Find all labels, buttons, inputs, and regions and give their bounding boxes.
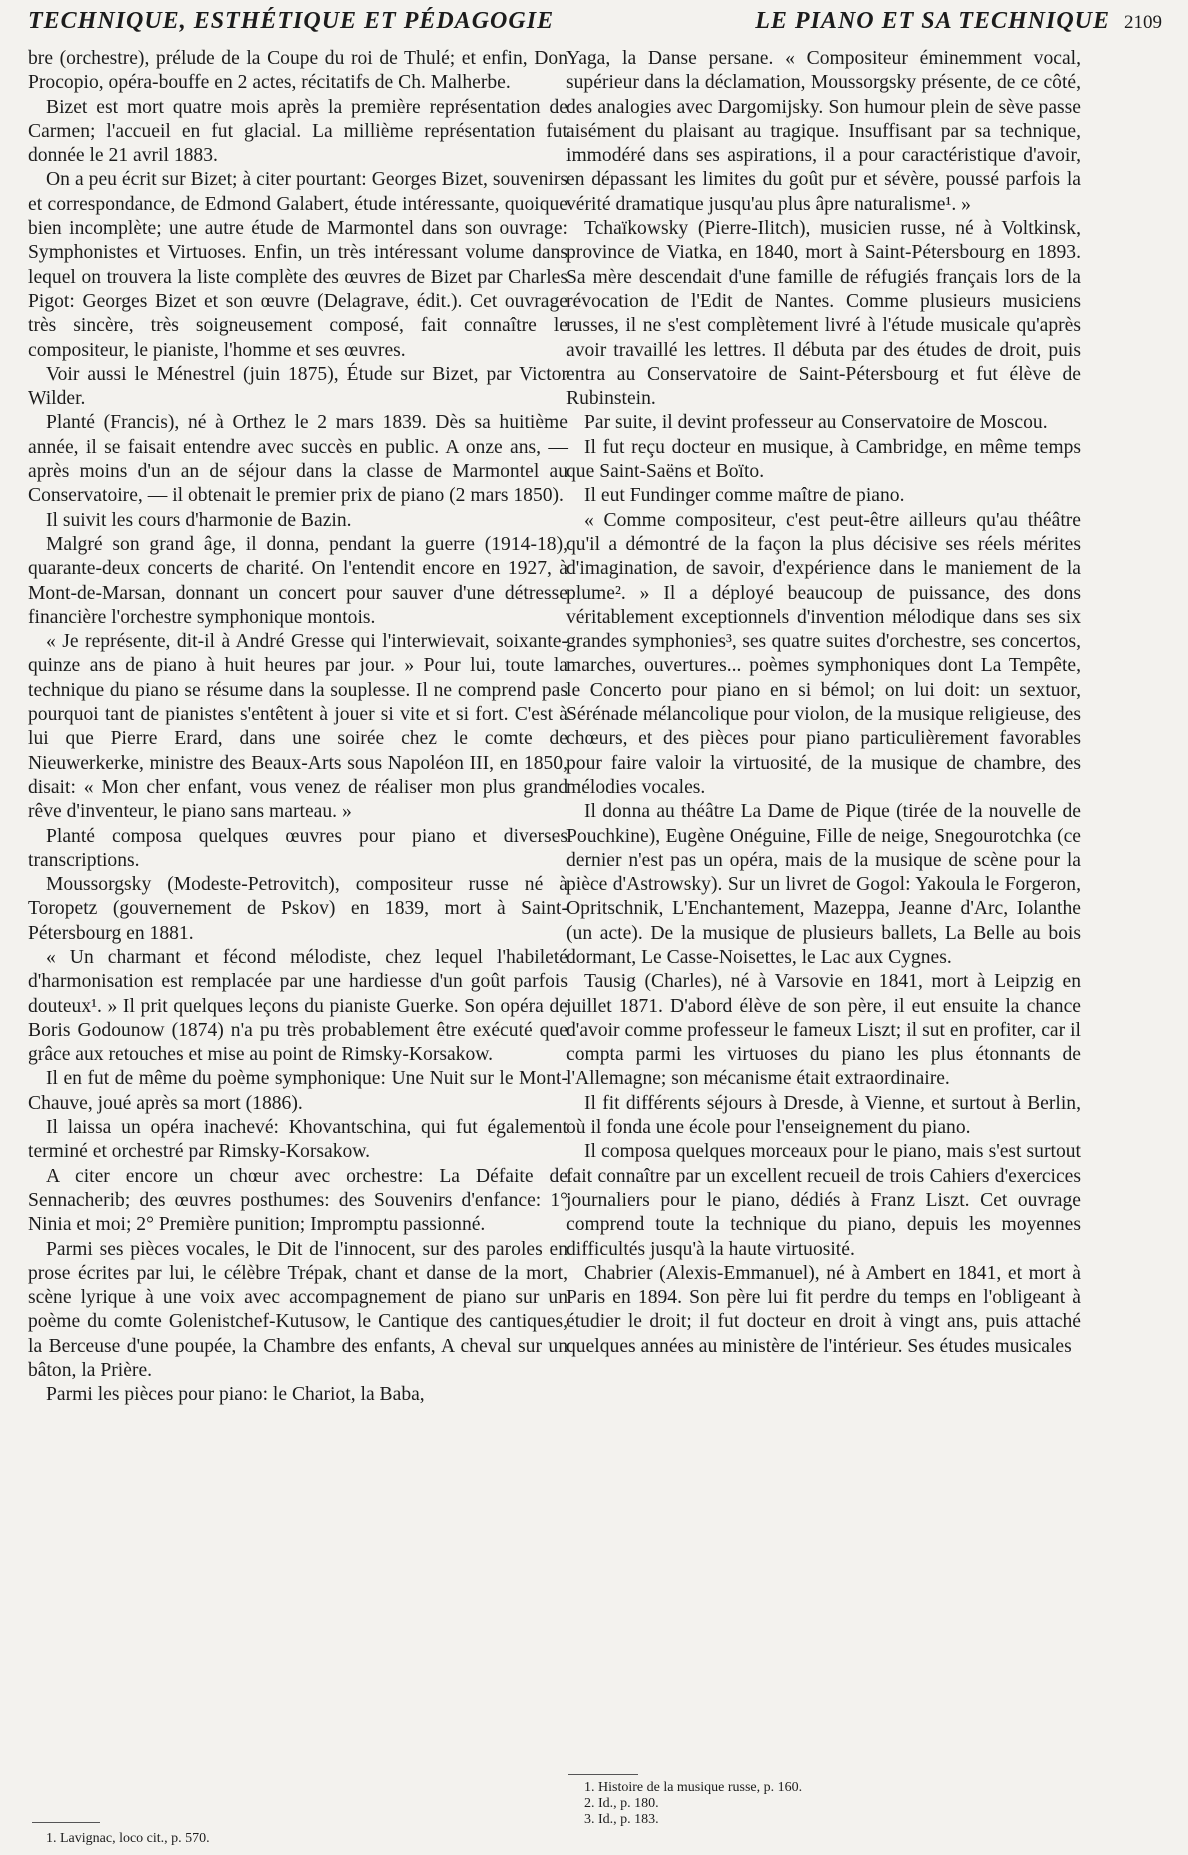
right-column [566,47,1081,1359]
paragraph: Parmi ses pièces vocales, le Dit de l'innocent, sur des paroles en prose écrites par lui, le célèbre Trépak, chant et danse de la mort, scène lyrique à une voix avec accompagnement de piano sur un poème du comte Golenistchef-Kutusow, le Cantique des cantiques, la Berceuse d'une poupée, la Chambre des enfants, A cheval sur un bâton, la Prière. [28,1238,568,1382]
paragraph: Tchaïkowsky (Pierre-Ilitch), musicien russe, né à Voltkinsk, province de Viatka, en 1840, mort à Saint-Pétersbourg en 1893. Sa mère descendait d'une famille de réfugiés français lors de la révocation de l'Edit de Nantes. Comme plusieurs musiciens russes, il ne s'est complètement livré à l'étude musicale qu'après avoir travaillé les lettres. Il débuta par des études de droit, puis entra au Conservatoire de Saint-Pétersbourg et fut élève de Rubinstein. [566,218,1081,410]
paragraph: Par suite, il devint professeur au Conservatoire de Moscou. [584,412,1048,434]
paragraph: « Un charmant et fécond mélodiste, chez lequel l'habileté d'harmonisation est remplacée par une hardiesse d'un goût parfois douteux¹. » Il prit quelques leçons du pianiste Guerke. Son opéra de Boris Godounow (1874) n'a pu très probablement être exécuté que grâce aux retouches et mise au point de Rimsky-Korsakow. [28,946,568,1066]
paragraph: Il fit différents séjours à Dresde, à Vienne, et surtout à Berlin, où il fonda une école pour l'enseignement du piano. [566,1092,1081,1139]
header-right-title: LE PIANO ET SA TECHNIQUE [755,8,1110,34]
left-column [28,47,568,1408]
paragraph: Il fut reçu docteur en musique, à Cambridge, en même temps que Saint-Saëns et Boïto. [566,436,1081,483]
header-left-title: TECHNIQUE, ESTHÉTIQUE ET PÉDAGOGIE [28,8,555,34]
paragraph: Chabrier (Alexis-Emmanuel), né à Ambert en 1841, et mort à Paris en 1894. Son père lui fit perdre du temps en l'obligeant à étudier le droit; il fut docteur en droit à vingt ans, puis attaché quelques années au ministère de l'intérieur. Ses études musicales [566,1262,1081,1357]
running-header [28,6,1162,38]
paragraph: Voir aussi le Ménestrel (juin 1875), Étude sur Bizet, par Victor Wilder. [28,363,568,410]
paragraph: Planté (Francis), né à Orthez le 2 mars 1839. Dès sa huitième année, il se faisait entendre avec succès en public. A onze ans, — après moins d'un an de séjour dans la classe de Marmontel au Conservatoire, — il obtenait le premier prix de piano (2 mars 1850). [28,412,568,507]
footnote-right-1: 1. Histoire de la musique russe, p. 160. [584,1780,803,1795]
paragraph: « Comme compositeur, c'est peut-être ailleurs qu'au théâtre qu'il a démontré de la façon la plus décisive ses réels mérites d'imagination, de savoir, d'expérience dans le maniement de la plume². » Il a déployé beaucoup de puissance, des dons véritablement exceptionnels d'invention mélodique dans ses six grandes symphonies³, ses quatre suites d'orchestre, ses concertos, marches, ouvertures... poèmes symphoniques dont La Tempête, le Concerto pour piano en si bémol; on lui doit: un sextuor, Sérénade mélancolique pour violon, de la musique religieuse, des chœurs, et des pièces pour piano particulièrement favorables pour faire valoir la virtuosité, de la musique de chambre, des mélodies vocales. [566,509,1081,798]
footnote-left: 1. Lavignac, loco cit., p. 570. [46,1831,210,1846]
paragraph: « Je représente, dit-il à André Gresse qui l'interwievait, soixante-quinze ans de piano à huit heures par jour. » Pour lui, toute la technique du piano se résume dans la souplesse. Il ne comprend pas pourquoi tant de pianistes s'entêtent à jouer si vite et si fort. C'est à lui que Pierre Erard, dans une soirée chez le comte de Nieuwerkerke, ministre des Beaux-Arts sous Napoléon III, en 1850, disait: « Mon cher enfant, vous venez de réaliser mon plus grand rêve d'inventeur, le piano sans marteau. » [28,631,568,823]
page-number: 2109 [1124,12,1162,33]
paragraph: Il suivit les cours d'harmonie de Bazin. [46,509,352,531]
paragraph: Planté composa quelques œuvres pour piano et diverses transcriptions. [28,825,568,871]
footnote-rule-right [568,1774,638,1775]
paragraph: Malgré son grand âge, il donna, pendant la guerre (1914-18), quarante-deux concerts de charité. On l'entendit encore en 1927, à Mont-de-Marsan, donnant un concert pour sauver d'une détresse financière l'orchestre symphonique montois. [28,533,568,628]
paragraph: Il en fut de même du poème symphonique: Une Nuit sur le Mont-Chauve, joué après sa mort (1886). [28,1068,568,1114]
paragraph: Tausig (Charles), né à Varsovie en 1841, mort à Leipzig en juillet 1871. D'abord élève de son père, il eut ensuite la chance d'avoir comme professeur le fameux Liszt; il sut en profiter, car il compta parmi les virtuoses du piano les plus étonnants de l'Allemagne; son mécanisme était extraordinaire. [566,971,1081,1090]
paragraph: On a peu écrit sur Bizet; à citer pourtant: Georges Bizet, souvenirs et correspondance, de Edmond Galabert, étude intéressante, quoique bien incomplète; une autre étude de Marmontel dans son ouvrage: Symphonistes et Virtuoses. Enfin, un très intéressant volume dans lequel on trouvera la liste complète des œuvres de Bizet par Charles Pigot: Georges Bizet et son œuvre (Delagrave, édit.). Cet ouvrage très sincère, très soigneusement composé, fait connaître le compositeur, le pianiste, l'homme et ses œuvres. [28,169,568,361]
footnote-right-3: 3. Id., p. 183. [584,1812,659,1827]
footnote-rule-left [32,1822,100,1823]
paragraph: Parmi les pièces pour piano: le Chariot, la Baba, [46,1384,425,1406]
paragraph: Il composa quelques morceaux pour le piano, mais s'est surtout fait connaître par un excellent recueil de trois Cahiers d'exercices journaliers pour le piano, dédiés à Franz Liszt. Cet ouvrage comprend toute la technique du piano, depuis les moyennes difficultés jusqu'à la haute virtuosité. [566,1141,1081,1260]
footnote-right-2: 2. Id., p. 180. [584,1796,659,1811]
paragraph: Il laissa un opéra inachevé: Khovantschina, qui fut également terminé et orchestré par Rimsky-Korsakow. [28,1117,568,1163]
paragraph: Il donna au théâtre La Dame de Pique (tirée de la nouvelle de Pouchkine), Eugène Onéguine, Fille de neige, Snegourotchka (ce dernier n'est pas un opéra, mais de la musique de scène pour la pièce d'Astrowsky). Sur un livret de Gogol: Yakoula le Forgeron, Opritschnik, L'Enchantement, Mazeppa, Jeanne d'Arc, Iolanthe (un acte). De la musique de plusieurs ballets, La Belle au bois dormant, Le Casse-Noisettes, le Lac aux Cygnes. [566,801,1081,968]
paragraph: Yaga, la Danse persane. « Compositeur éminemment vocal, supérieur dans la déclamation, Moussorgsky présente, de ce côté, des analogies avec Dargomijsky. Son humour plein de sève passe aisément du plaisant au tragique. Insuffisant par sa technique, immodéré dans ses aspirations, il a pour caractéristique d'avoir, en dépassant les limites du goût pur et sévère, poussé parfois la vérité dramatique jusqu'au plus âpre naturalisme¹. » [566,48,1081,215]
paragraph: Bizet est mort quatre mois après la première représentation de Carmen; l'accueil en fut glacial. La millième représentation fut donnée le 21 avril 1883. [28,96,568,167]
paragraph: Moussorgsky (Modeste-Petrovitch), compositeur russe né à Toropetz (gouvernement de Pskov) en 1839, mort à Saint-Pétersbourg en 1881. [28,874,568,944]
paragraph: A citer encore un chœur avec orchestre: La Défaite de Sennacherib; des œuvres posthumes: des Souvenirs d'enfance: 1° Ninia et moi; 2° Première punition; Impromptu passionné. [28,1165,568,1236]
paragraph: bre (orchestre), prélude de la Coupe du roi de Thulé; et enfin, Don Procopio, opéra-bouffe en 2 actes, récitatifs de Ch. Malherbe. [28,48,568,94]
paragraph: Il eut Fundinger comme maître de piano. [584,485,905,507]
